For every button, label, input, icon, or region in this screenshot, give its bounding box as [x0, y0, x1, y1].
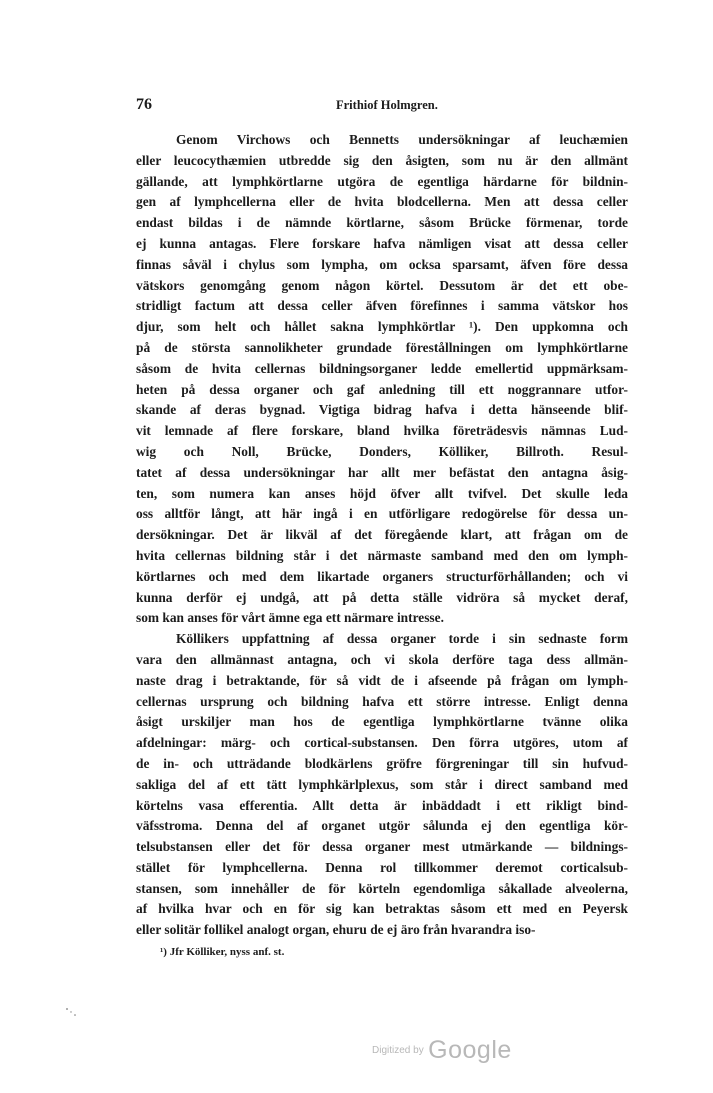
text-line: åsigt urskiljer man hos de egentliga lymphkörtlarne tvänne olika — [136, 714, 628, 730]
text-line: Köllikers uppfattning af dessa organer torde i sin sednaste form — [176, 631, 628, 647]
text-line: afdelningar: märg- och cortical-substansen. Den förra utgöres, utom af — [136, 735, 628, 751]
text-line: djur, som helt och hållet sakna lymphkörtlar ¹). Den uppkomna och — [136, 319, 628, 335]
text-line: såsom de hvita cellernas bildningsorganer ledde emellertid uppmärksam- — [136, 360, 628, 376]
text-line: Genom Virchows och Bennetts undersökningar af leuchæmien — [176, 132, 628, 147]
text-line: körtelns vasa efferentia. Allt detta är inbäddadt i ett rikligt bind- — [136, 797, 628, 813]
text-line: gällande, att lymphkörtlarne utgöra de egentliga härdarne för bildnin- — [136, 173, 628, 189]
text-line: heten på dessa organer och gaf anledning till ett noggrannare utfor- — [136, 381, 628, 397]
text-line: wig och Noll, Brücke, Donders, Kölliker, Billroth. Resul- — [136, 443, 628, 459]
text-line: eller solitär follikel analogt organ, ehuru de ej äro från hvarandra iso- — [136, 922, 536, 938]
text-line: eller leucocythæmien utbredde sig den åsigten, som nu är den allmänt — [136, 152, 628, 168]
text-line: som kan anses för vårt ämne ega ett närmare intresse. — [136, 610, 444, 626]
text-line: cellernas ursprung och bildning hafva ett större intresse. Enligt denna — [136, 693, 628, 709]
text-line: finnas såväl i chylus som lympha, om ocksa sparsamt, äfven före dessa — [136, 256, 628, 272]
text-line: sakliga del af ett tätt lymphkärlplexus, som står i direct samband med — [136, 776, 628, 792]
text-line: telsubstansen eller det för dessa organer mest utmärkande — bildnings- — [136, 839, 628, 855]
text-line: vit lemnade af flere forskare, bland hvilka företrädesvis nämnas Lud- — [136, 423, 628, 439]
text-line: de in- och utträdande blodkärlens gröfre förgreningar till sin hufvud- — [136, 755, 628, 771]
text-line: vätskors genomgång genom någon körtel. Dessutom är det ett obe- — [136, 277, 628, 293]
text-line: dersökningar. Det är likväl af det föregående klart, att frågan om de — [136, 527, 628, 543]
digitizer-prefix: Digitized by — [372, 1045, 424, 1056]
text-line: hvita cellernas bildning står i det närmaste samband med den om lymph- — [136, 547, 628, 563]
text-line: väfsstroma. Denna del af organet utgör sålunda ej den egentliga kör- — [136, 818, 628, 834]
text-line: ej kunna antagas. Flere forskare hafva nämligen visat att dessa celler — [136, 235, 628, 251]
text-line: stridligt factum att dessa celler äfven förefinnes i samma vätskor hos — [136, 298, 628, 314]
text-line: endast bildas i de nämnde körtlarne, såsom Brücke förmenar, torde — [136, 215, 628, 231]
footnote-marker: ¹) — [160, 946, 167, 958]
digitizer-watermark — [372, 1036, 512, 1065]
text-line: vara den allmännast antagna, och vi skola derföre taga dess allmän- — [136, 651, 628, 667]
page-header — [136, 96, 626, 118]
text-line: kunna derför ej undgå, att på detta ställe vidröra så mycket deraf, — [136, 589, 628, 605]
running-head: Frithiof Holmgren. — [336, 98, 438, 112]
text-line: af hvilka hvar och en för sig kan betraktas såsom ett med en Peyersk — [136, 901, 628, 917]
text-line: naste drag i betraktande, för så vidt de i afseende på frågan om lymph- — [136, 672, 628, 688]
scan-speck — [64, 1006, 78, 1018]
text-line: stansen, som innehåller de för körteln egendomliga såkallade alveolerna, — [136, 880, 628, 896]
text-line: tatet af dessa undersökningar har allt mer befästat den antagna åsig- — [136, 464, 628, 480]
footnote — [160, 946, 284, 958]
text-line: körtlarnes och med dem likartade organers structurförhållanden; och vi — [136, 568, 628, 584]
text-line: gen af lymphcellerna eller de hvita blodcellerna. Men att dessa celler — [136, 194, 628, 210]
footnote-text: Jfr Kölliker, nyss anf. st. — [169, 946, 285, 958]
google-logo: Google — [428, 1036, 512, 1064]
text-line: på de största sannolikheter grundade förestållningen om lymphkörtlarne — [136, 339, 628, 355]
text-line: oss alltför långt, att här ingå i en utförligare redogörelse för dessa un- — [136, 506, 628, 522]
text-line: skande af deras bygnad. Vigtiga bidrag hafva i detta hänseende blif- — [136, 402, 628, 418]
page-number: 76 — [136, 96, 152, 113]
text-line: stället för lymphcellerna. Denna rol tillkommer deremot corticalsub- — [136, 859, 628, 875]
text-line: ten, som numera kan anses höjd öfver allt tvifvel. Det skulle leda — [136, 485, 628, 501]
body-text — [136, 130, 628, 941]
